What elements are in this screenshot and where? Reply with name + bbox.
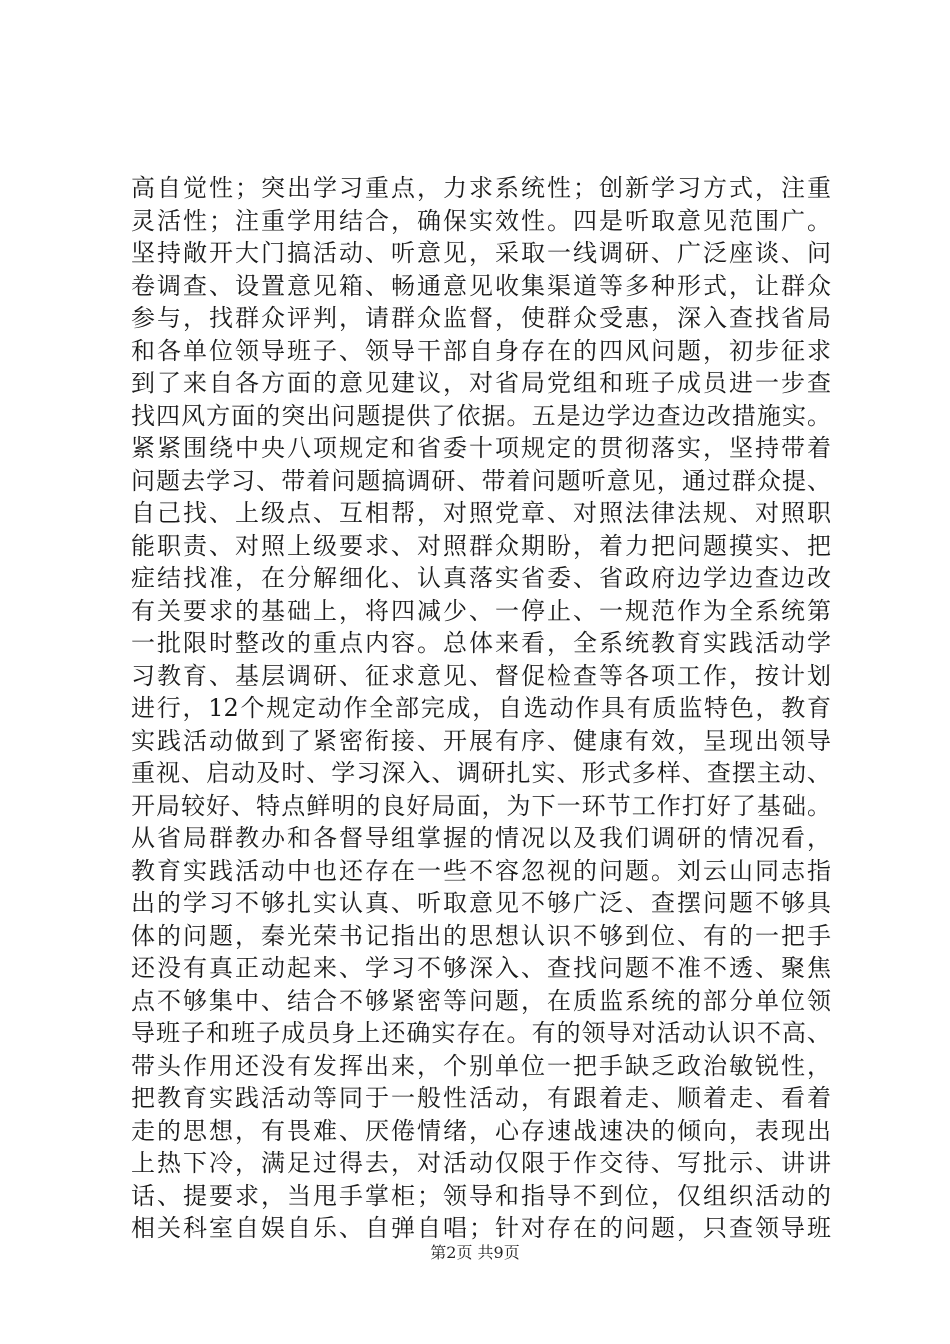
body-text-line: 到了来自各方面的意见建议，对省局党组和班子成员进一步查 xyxy=(131,369,831,397)
body-text-line: 从省局群教办和各督导组掌握的情况以及我们调研的情况看， xyxy=(131,824,831,852)
body-text-line: 问题去学习、带着问题搞调研、带着问题听意见，通过群众提、 xyxy=(131,466,831,495)
body-text-line: 参与，找群众评判，请群众监督，使群众受惠，深入查找省局 xyxy=(131,304,831,332)
body-text-line: 卷调查、设置意见箱、畅通意见收集渠道等多种形式，让群众 xyxy=(131,271,831,300)
body-text-line: 重视、启动及时、学习深入、调研扎实、形式多样、查摆主动、 xyxy=(131,759,831,787)
body-text-line: 点不够集中、结合不够紧密等问题，在质监系统的部分单位领 xyxy=(131,986,831,1015)
body-text-line: 教育实践活动中也还存在一些不容忽视的问题。刘云山同志指 xyxy=(131,856,831,885)
body-text-line: 进行，12个规定动作全部完成，自选动作具有质监特色，教育 xyxy=(131,694,831,722)
body-text-line: 紧紧围绕中央八项规定和省委十项规定的贯彻落实，坚持带着 xyxy=(131,434,831,462)
body-text-line: 还没有真正动起来、学习不够深入、查找问题不准不透、聚焦 xyxy=(131,954,831,982)
body-text-line: 灵活性；注重学用结合，确保实效性。四是听取意见范围广。 xyxy=(131,206,831,235)
page-footer: 第2页 共9页 xyxy=(430,1243,520,1262)
body-text-line: 出的学习不够扎实认真、听取意见不够广泛、查摆问题不够具 xyxy=(131,889,831,917)
body-text-line: 开局较好、特点鲜明的良好局面，为下一环节工作打好了基础。 xyxy=(131,791,831,820)
body-text-line: 话、提要求，当甩手掌柜；领导和指导不到位，仅组织活动的 xyxy=(131,1181,831,1210)
body-text-line: 带头作用还没有发挥出来，个别单位一把手缺乏政治敏锐性， xyxy=(131,1051,831,1080)
body-text-line: 走的思想，有畏难、厌倦情绪，心存速战速决的倾向，表现出 xyxy=(131,1116,831,1145)
body-text-line: 高自觉性；突出学习重点，力求系统性；创新学习方式，注重 xyxy=(131,174,831,202)
body-text-line: 一批限时整改的重点内容。总体来看，全系统教育实践活动学 xyxy=(131,629,831,657)
body-text-line: 体的问题，秦光荣书记指出的思想认识不够到位、有的一把手 xyxy=(131,921,831,950)
body-text-line: 自己找、上级点、互相帮，对照党章、对照法律法规、对照职 xyxy=(131,499,831,527)
body-text-line: 找四风方面的突出问题提供了依据。五是边学边查边改措施实。 xyxy=(131,401,831,430)
body-text-line: 症结找准，在分解细化、认真落实省委、省政府边学边查边改 xyxy=(131,564,831,592)
body-text-line: 和各单位领导班子、领导干部自身存在的四风问题，初步征求 xyxy=(131,336,831,365)
body-text-line: 实践活动做到了紧密衔接、开展有序、健康有效，呈现出领导 xyxy=(131,726,831,755)
body-text-line: 习教育、基层调研、征求意见、督促检查等各项工作，按计划 xyxy=(131,661,831,690)
body-text-line: 坚持敞开大门搞活动、听意见，采取一线调研、广泛座谈、问 xyxy=(131,239,831,267)
body-text-line: 上热下冷，满足过得去，对活动仅限于作交待、写批示、讲讲 xyxy=(131,1149,831,1177)
body-text-line: 导班子和班子成员身上还确实存在。有的领导对活动认识不高、 xyxy=(131,1019,831,1047)
body-text-line: 把教育实践活动等同于一般性活动，有跟着走、顺着走、看着 xyxy=(131,1084,831,1112)
body-text-line: 能职责、对照上级要求、对照群众期盼，着力把问题摸实、把 xyxy=(131,531,831,560)
body-text-line: 有关要求的基础上，将四减少、一停止、一规范作为全系统第 xyxy=(131,596,831,625)
body-text xyxy=(131,172,831,1245)
body-text-line: 相关科室自娱自乐、自弹自唱；针对存在的问题，只查领导班 xyxy=(131,1214,831,1242)
